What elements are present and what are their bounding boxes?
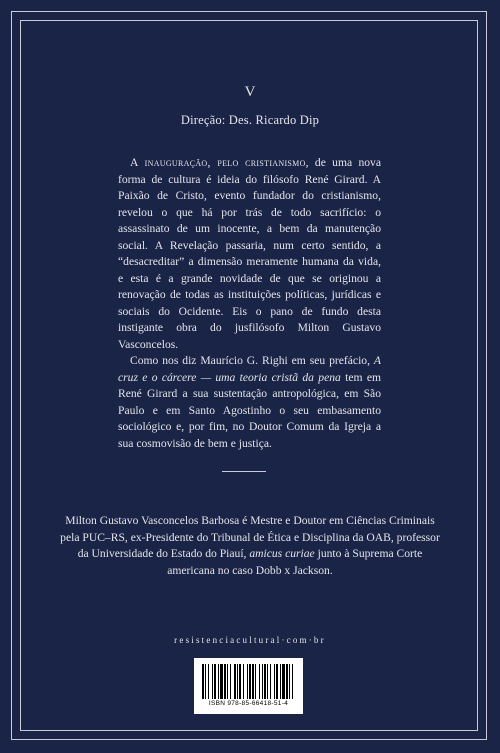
bio-latin-term: amicus curiae: [249, 547, 315, 560]
series-volume-numeral: V: [244, 84, 256, 100]
synopsis-p2-text: tem em René Girard a sua sustentação antropológica, em São Paulo e em Santo Agostinho o seu embasamento sociológico e, por fim, no Doutor Comum da Igreja a sua cosmovisão de bem e justiça.: [118, 370, 381, 450]
divider: [222, 471, 266, 472]
synopsis: [118, 155, 381, 452]
series-direction: Direção: Des. Ricardo Dip: [180, 113, 320, 127]
author-bio: [60, 513, 440, 579]
bio-end: junto à Suprema Corte americana no caso Dobb x Jackson.: [167, 547, 423, 577]
synopsis-paragraph-2: [118, 353, 381, 452]
synopsis-lead: A inauguração, pelo cristianismo: [130, 156, 306, 169]
synopsis-p2-start: Como nos diz Maurício G. Righi em seu prefácio,: [130, 354, 374, 367]
isbn-text: ISBN 978-85-66418-51-4: [208, 700, 289, 707]
publisher-website: resistenciacultural·com·br: [174, 635, 326, 645]
synopsis-paragraph-1: [118, 155, 381, 353]
barcode-label: [194, 658, 303, 714]
bio-start: Milton Gustavo Vasconcelos Barbosa é Mestre e Doutor em Ciências Criminais pela PUC–RS, ex-Presidente do Tribunal de Ética e Disciplina da OAB, professor da Universidade do Estado do Piauí,: [60, 514, 440, 560]
book-title: A cruz e o cárcere — uma teoria cristã da pena: [118, 354, 381, 384]
synopsis-p1-text: , de uma nova forma de cultura é ideia do filósofo René Girard. A Paixão de Cristo, evento fundador do cristianismo, revelou o que há por trás de todo sacrifício: o assassinato de um inocente, a bem da manutenção social. A Revelação passaria, num certo sentido, a “desacreditar” a dimensão meramente humana da vida, e esta é a grande novidade de que se originou a renovação de todas as instituições políticas, jurídicas e sociais do Ocidente. Eis o pano de fundo desta instigante obra do jusfilósofo Milton Gustavo Vasconcelos.: [118, 156, 381, 351]
barcode-bars: [200, 664, 297, 699]
